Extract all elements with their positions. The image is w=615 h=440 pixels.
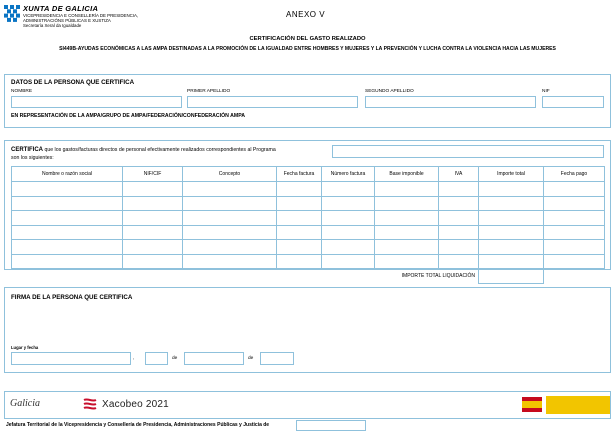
month-field[interactable] (184, 352, 244, 365)
total-value-field[interactable] (479, 269, 544, 284)
name-field[interactable] (11, 96, 182, 108)
total-label: IMPORTE TOTAL LIQUIDACIÓN (401, 273, 475, 279)
certifica-text-line1: que los gastos/facturas directos de personal efectivamente realizados correspondientes al Programa (43, 147, 276, 153)
table-row (12, 211, 605, 226)
certifier-section-title: DATOS DE LA PERSONA QUE CERTIFICA (11, 79, 135, 86)
table-cell[interactable] (277, 225, 322, 240)
table-cell[interactable] (123, 196, 183, 211)
table-cell[interactable] (277, 182, 322, 197)
table-body (12, 182, 605, 284)
table-cell[interactable] (12, 225, 123, 240)
table-row (12, 182, 605, 197)
table-cell[interactable] (439, 211, 479, 226)
column-header: NIF/CIF (123, 167, 183, 182)
document-subtitle: SI449B-AYUDAS ECONÓMICAS A LAS AMPA DESTINADAS A LA PROMOCIÓN DE LA IGUALDAD ENTRE HOMBRES Y MUJERES Y LA PREVENCIÓN Y LUCHA CONTRA LA VIOLENCIA HACIA LAS MUJERES (59, 46, 556, 52)
table-cell[interactable] (479, 225, 544, 240)
table-cell[interactable] (183, 254, 277, 269)
comma-separator: , (133, 356, 135, 361)
table-cell[interactable] (277, 254, 322, 269)
table-row (12, 196, 605, 211)
table-cell[interactable] (12, 254, 123, 269)
de-separator-1: de (172, 356, 178, 361)
table-cell[interactable] (183, 225, 277, 240)
table-row (12, 225, 605, 240)
program-field[interactable] (332, 145, 604, 158)
annex-label: ANEXO V (286, 10, 326, 19)
expenses-table (11, 166, 605, 284)
xacobeo-logo-text: Xacobeo 2021 (102, 399, 169, 410)
table-cell[interactable] (375, 182, 439, 197)
table-cell[interactable] (479, 254, 544, 269)
surname2-field[interactable] (365, 96, 536, 108)
column-header: Importe total (479, 167, 544, 182)
signature-title: FIRMA DE LA PERSONA QUE CERTIFICA (11, 294, 133, 301)
surname1-field[interactable] (187, 96, 358, 108)
table-cell[interactable] (183, 211, 277, 226)
table-cell[interactable] (375, 225, 439, 240)
table-cell[interactable] (479, 196, 544, 211)
table-cell[interactable] (123, 240, 183, 255)
table-cell[interactable] (322, 240, 375, 255)
table-cell[interactable] (123, 182, 183, 197)
table-cell[interactable] (183, 240, 277, 255)
table-header-row (12, 167, 605, 182)
year-field[interactable] (260, 352, 294, 365)
xacobeo-logo-icon (82, 398, 98, 412)
table-cell[interactable] (12, 196, 123, 211)
surname1-label: PRIMER APELLIDO (187, 89, 231, 94)
table-cell[interactable] (123, 225, 183, 240)
table-cell[interactable] (277, 240, 322, 255)
de-separator-2: de (248, 356, 254, 361)
table-cell[interactable] (322, 254, 375, 269)
table-cell[interactable] (544, 225, 605, 240)
table-cell[interactable] (375, 240, 439, 255)
total-blank-cell (544, 269, 605, 284)
org-line-2: ADMINISTRACIÓNS PÚBLICAS E XUSTIZA (23, 18, 111, 23)
certifica-text-line2: son los siguientes: (11, 155, 54, 161)
table-cell[interactable] (439, 182, 479, 197)
footer-note: Jefatura Territorial de la Vicepresidencia y Consellería de Presidencia, Administraciones Públicas y Justicia de (6, 422, 270, 428)
org-line-1: VICEPRESIDENCIA E CONSELLERÍA DE PRESIDENCIA, (23, 13, 139, 18)
column-header: Concepto (183, 167, 277, 182)
table-cell[interactable] (12, 211, 123, 226)
org-name: XUNTA DE GALICIA (23, 4, 99, 13)
place-date-label: Lugar y fecha (11, 345, 39, 350)
table-cell[interactable] (277, 196, 322, 211)
table-cell[interactable] (183, 196, 277, 211)
table-cell[interactable] (544, 182, 605, 197)
table-cell[interactable] (544, 211, 605, 226)
org-line-3: Secretaría Xeral da Igualdade (23, 23, 82, 28)
certifica-text (11, 147, 276, 153)
jefatura-field[interactable] (296, 420, 366, 431)
table-cell[interactable] (183, 182, 277, 197)
table-cell[interactable] (322, 225, 375, 240)
galicia-logo-text: Galicia (10, 398, 40, 409)
table-cell[interactable] (322, 196, 375, 211)
table-cell[interactable] (544, 254, 605, 269)
name-label: NOMBRE (11, 89, 33, 94)
table-cell[interactable] (375, 254, 439, 269)
spain-flag-icon (522, 397, 542, 412)
table-cell[interactable] (479, 211, 544, 226)
table-cell[interactable] (439, 196, 479, 211)
surname2-label: SEGUNDO APELLIDO (365, 89, 414, 94)
column-header: Fecha factura (277, 167, 322, 182)
government-logo (546, 396, 610, 414)
table-cell[interactable] (544, 196, 605, 211)
column-header: Número factura (322, 167, 375, 182)
table-cell[interactable] (544, 240, 605, 255)
column-header: IVA (439, 167, 479, 182)
column-header: Base imponible (375, 167, 439, 182)
total-row (12, 269, 605, 284)
table-cell[interactable] (375, 196, 439, 211)
table-cell[interactable] (123, 254, 183, 269)
table-cell[interactable] (479, 240, 544, 255)
table-cell[interactable] (123, 211, 183, 226)
table-cell[interactable] (479, 182, 544, 197)
column-header: Nombre o razón social (12, 167, 123, 182)
xunta-logo-icon (4, 5, 20, 22)
table-cell[interactable] (12, 240, 123, 255)
place-field[interactable] (11, 352, 131, 365)
document-title: CERTIFICACIÓN DEL GASTO REALIZADO (249, 36, 366, 42)
table-cell[interactable] (439, 225, 479, 240)
nif-field[interactable] (542, 96, 604, 108)
table-cell[interactable] (322, 211, 375, 226)
representation-label: EN REPRESENTACIÓN DE LA AMPA/GRUPO DE AMPA/FEDERACIÓN/CONFEDERACIÓN AMPA (11, 113, 246, 119)
table-cell[interactable] (322, 182, 375, 197)
table-cell[interactable] (12, 182, 123, 197)
table-cell[interactable] (439, 254, 479, 269)
table-row (12, 254, 605, 269)
day-field[interactable] (145, 352, 168, 365)
table-row (12, 240, 605, 255)
table-cell[interactable] (375, 211, 439, 226)
certifica-word: CERTIFICA (11, 147, 43, 153)
table-cell[interactable] (439, 240, 479, 255)
galicia-logo (10, 398, 40, 409)
table-cell[interactable] (277, 211, 322, 226)
nif-label: NIF (542, 89, 550, 94)
column-header: Fecha pago (544, 167, 605, 182)
